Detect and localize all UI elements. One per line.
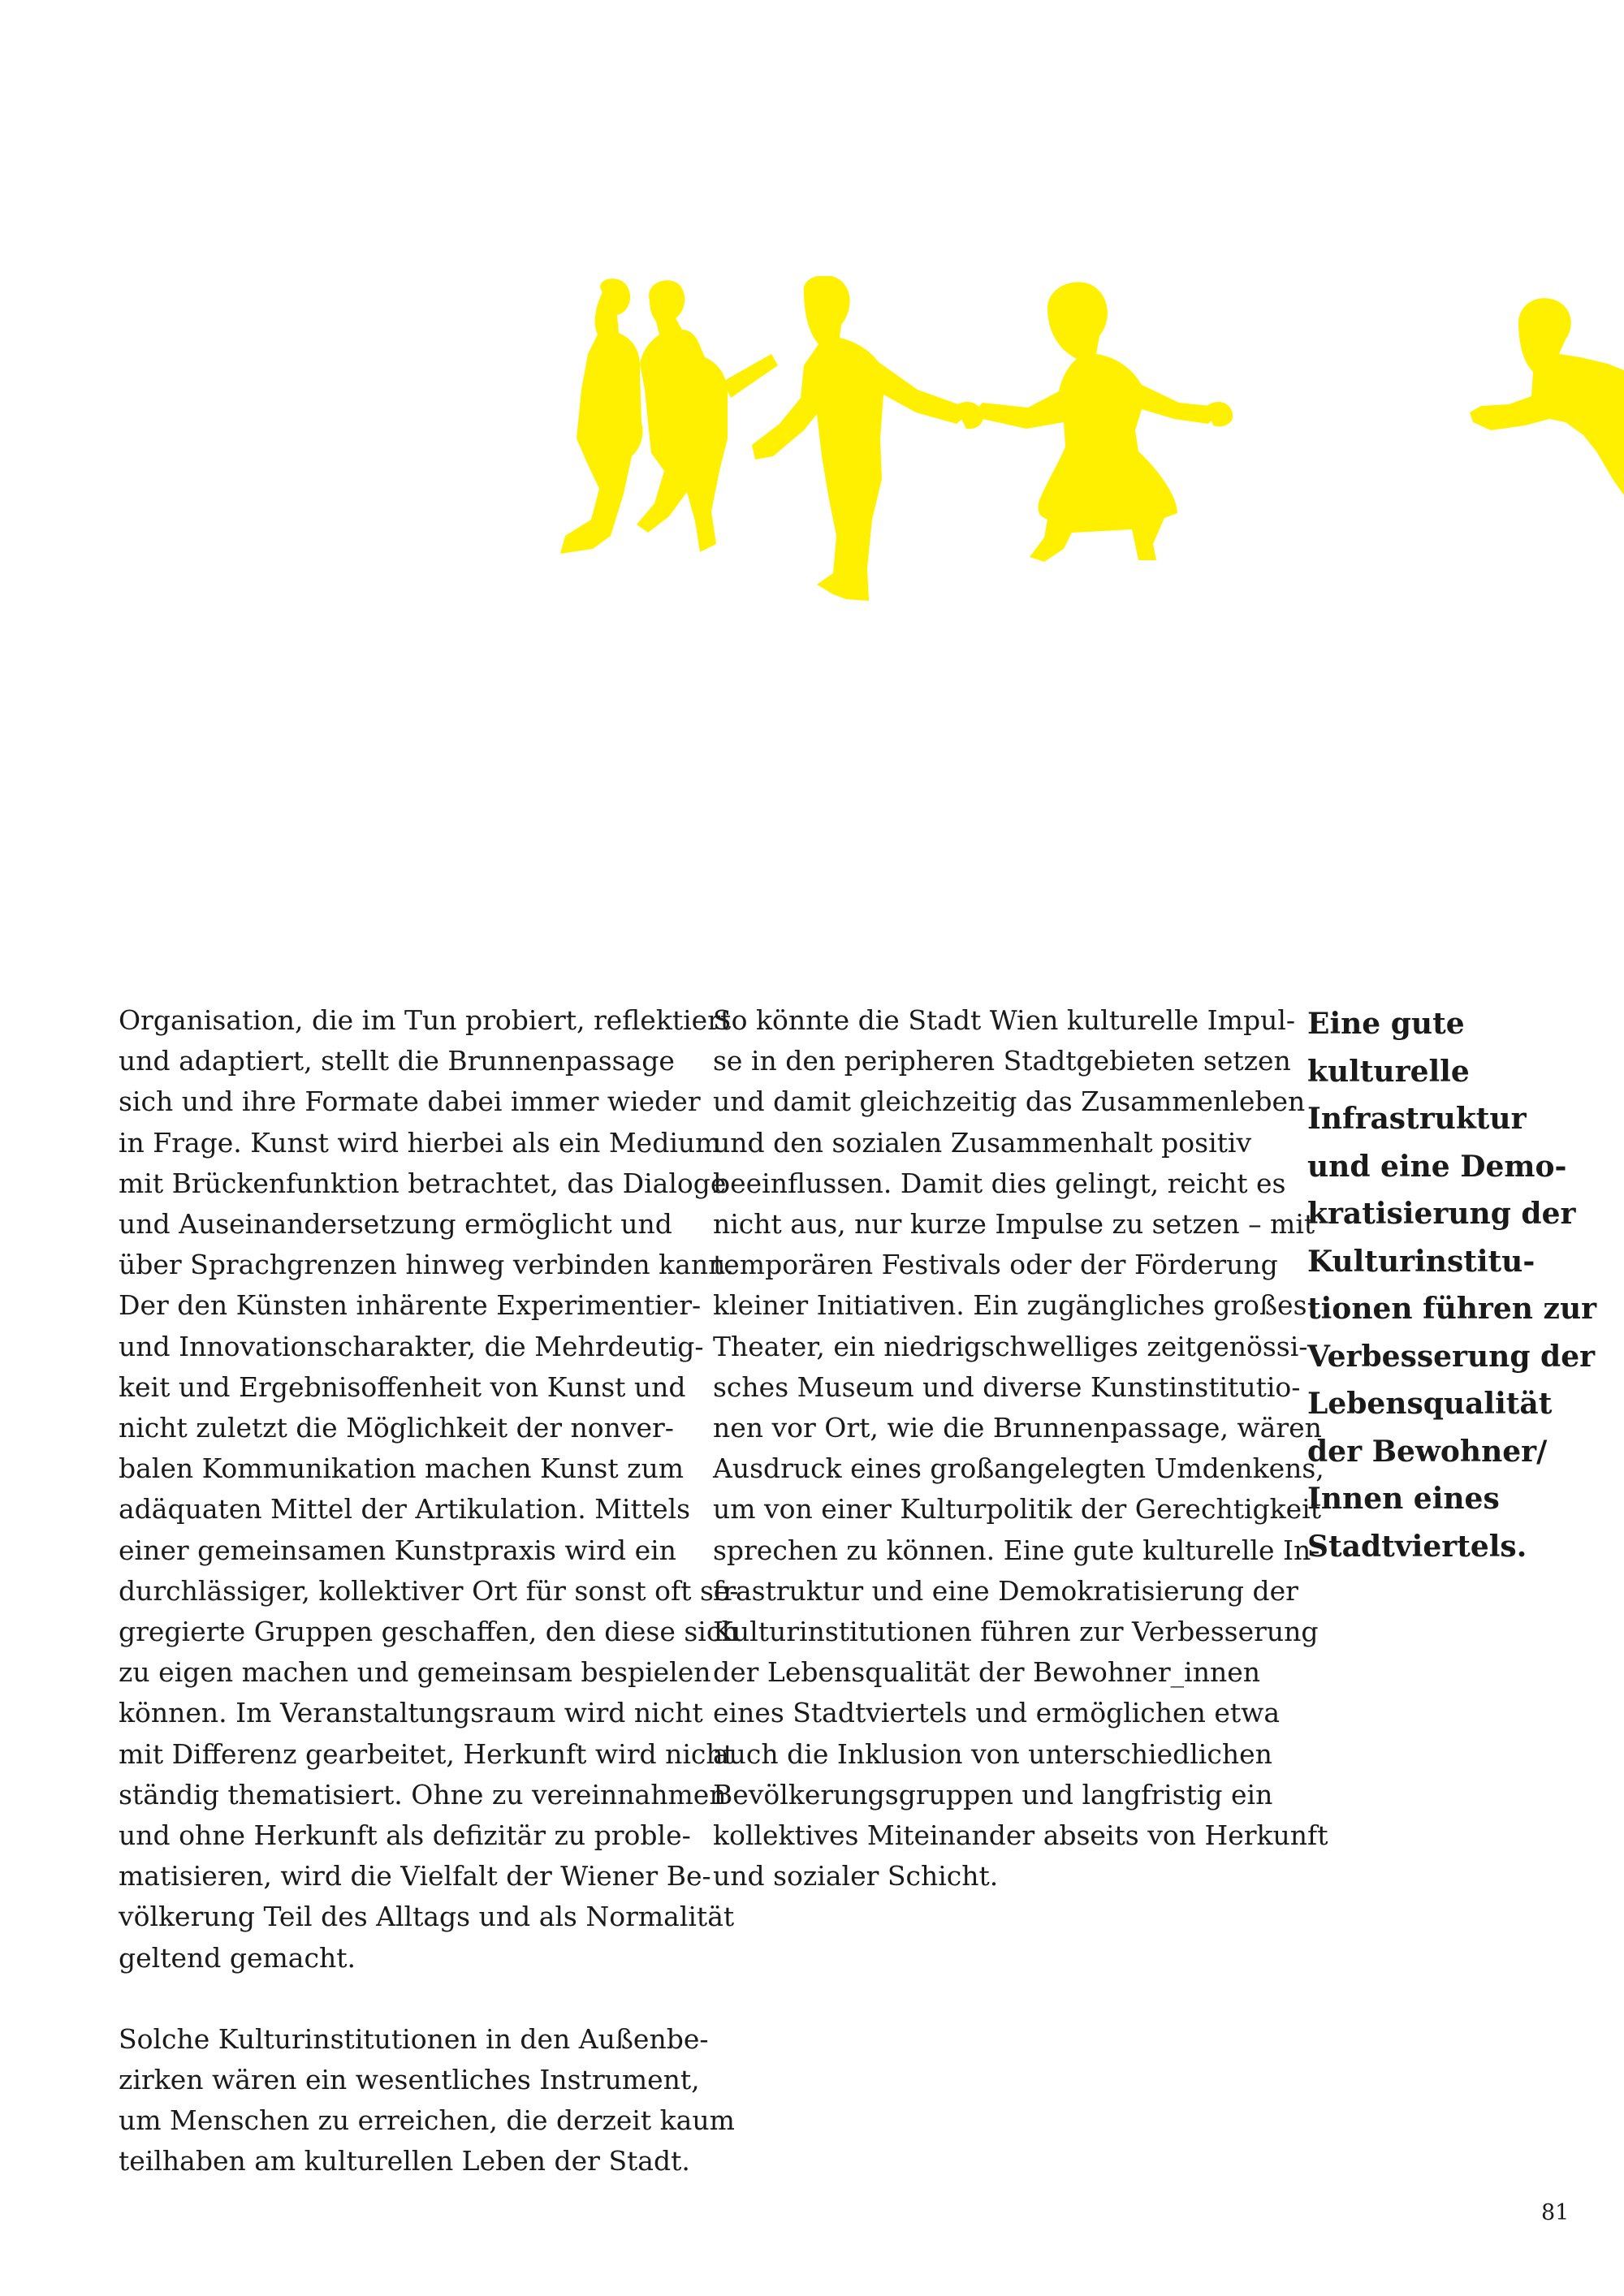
body-line: nen vor Ort, wie die Brunnenpassage, wären: [713, 1412, 1322, 1444]
body-line: gregierte Gruppen geschaffen, den diese sich: [119, 1616, 739, 1648]
body-line: mit Differenz gearbeitet, Herkunft wird nicht: [119, 1737, 734, 1770]
body-line: um Menschen zu erreichen, die derzeit kaum: [119, 2104, 735, 2137]
middle-text-column: [713, 1000, 1328, 1897]
body-line: Theater, ein niedrigschwelliges zeitgenössi-: [713, 1330, 1308, 1362]
body-line: über Sprachgrenzen hinweg verbinden kann.: [119, 1249, 734, 1281]
body-line: frastruktur und eine Demokratisierung der: [713, 1574, 1298, 1607]
pull-quote-line: kratisierung der: [1307, 1197, 1576, 1231]
pull-quote-line: Stadtviertels.: [1307, 1529, 1527, 1564]
body-line: und damit gleichzeitig das Zusammenleben: [713, 1085, 1306, 1118]
body-line: einer gemeinsamen Kunstpraxis wird ein: [119, 1534, 676, 1566]
body-line: Kulturinstitutionen führen zur Verbesserung: [713, 1616, 1319, 1648]
pull-quote-line: kulturelle: [1307, 1054, 1470, 1089]
pull-quote-line: Verbesserung der: [1307, 1339, 1596, 1374]
dancing-children-silhouette-icon: [560, 276, 1624, 844]
body-line: Organisation, die im Tun probiert, reflektiert: [119, 1004, 732, 1036]
pull-quote-line: und eine Demo-: [1307, 1149, 1567, 1184]
body-line: nicht zuletzt die Möglichkeit der nonver-: [119, 1412, 674, 1444]
pull-quote-line: Kulturinstitu-: [1307, 1244, 1535, 1279]
body-line: zu eigen machen und gemeinsam bespielen: [119, 1656, 711, 1689]
body-line: Ausdruck eines großangelegten Umdenkens,: [713, 1452, 1324, 1485]
body-line: adäquaten Mittel der Artikulation. Mittels: [119, 1493, 691, 1526]
body-line: sches Museum und diverse Kunstinstitutio-: [713, 1370, 1301, 1403]
body-line: ständig thematisiert. Ohne zu vereinnahmen: [119, 1778, 727, 1810]
body-line: durchlässiger, kollektiver Ort für sonst oft se-: [119, 1574, 739, 1607]
body-line: und Innovationscharakter, die Mehrdeutig-: [119, 1330, 704, 1362]
paragraph-gap: [119, 1979, 679, 2019]
body-line: in Frage. Kunst wird hierbei als ein Medium: [119, 1126, 721, 1159]
pull-quote-line: der Bewohner/: [1307, 1434, 1548, 1469]
pull-quote: [1307, 1000, 1600, 1570]
body-line: kollektives Miteinander abseits von Herkunft: [713, 1819, 1328, 1852]
body-line: Der den Künsten inhärente Experimentier-: [119, 1289, 702, 1322]
body-line: um von einer Kulturpolitik der Gerechtigkeit: [713, 1493, 1321, 1526]
body-line: und den sozialen Zusammenhalt positiv: [713, 1126, 1252, 1159]
pull-quote-line: Innen eines: [1307, 1482, 1500, 1516]
body-line: matisieren, wird die Vielfalt der Wiener Be-: [119, 1860, 711, 1892]
body-line: teilhaben am kulturellen Leben der Stadt.: [119, 2145, 690, 2177]
body-line: nicht aus, nur kurze Impulse zu setzen – mit: [713, 1208, 1315, 1241]
body-line: eines Stadtviertels und ermöglichen etwa: [713, 1697, 1281, 1729]
body-line: se in den peripheren Stadtgebieten setzen: [713, 1045, 1291, 1077]
body-line: der Lebensqualität der Bewohner_innen: [713, 1656, 1261, 1689]
body-line: können. Im Veranstaltungsraum wird nicht: [119, 1697, 703, 1729]
body-line: völkerung Teil des Alltags und als Normalität: [119, 1901, 735, 1933]
pull-quote-line: Lebensqualität: [1307, 1387, 1553, 1421]
body-line: sich und ihre Formate dabei immer wieder: [119, 1085, 701, 1118]
page-number: 81: [1541, 2200, 1570, 2225]
body-line: auch die Inklusion von unterschiedlichen: [713, 1737, 1272, 1770]
body-line: Solche Kulturinstitutionen in den Außenbe-: [119, 2022, 709, 2055]
body-line: sprechen zu können. Eine gute kulturelle In-: [713, 1534, 1320, 1566]
body-line: keit und Ergebnisoffenheit von Kunst und: [119, 1370, 686, 1403]
pull-quote-line: Eine gute: [1307, 1007, 1465, 1041]
body-line: kleiner Initiativen. Ein zugängliches großes: [713, 1289, 1307, 1322]
left-text-column: [119, 1000, 739, 2182]
body-line: geltend gemacht.: [119, 1941, 356, 1974]
body-line: beeinflussen. Damit dies gelingt, reicht es: [713, 1167, 1286, 1199]
body-line: temporären Festivals oder der Förderung: [713, 1249, 1278, 1281]
dancing-children-illustration: [560, 276, 1624, 844]
body-line: zirken wären ein wesentliches Instrument,: [119, 2064, 700, 2096]
body-line: mit Brückenfunktion betrachtet, das Dialoge: [119, 1167, 727, 1199]
body-line: balen Kommunikation machen Kunst zum: [119, 1452, 685, 1485]
body-line: und adaptiert, stellt die Brunnenpassage: [119, 1045, 675, 1077]
body-line: und ohne Herkunft als defizitär zu proble-: [119, 1819, 691, 1852]
body-line: So könnte die Stadt Wien kulturelle Impul-: [713, 1004, 1296, 1036]
body-line: und Auseinandersetzung ermöglicht und: [119, 1208, 672, 1241]
body-line: und sozialer Schicht.: [713, 1860, 999, 1892]
pull-quote-line: Infrastruktur: [1307, 1102, 1527, 1136]
body-line: Bevölkerungsgruppen und langfristig ein: [713, 1778, 1273, 1810]
pull-quote-line: tionen führen zur: [1307, 1292, 1597, 1326]
